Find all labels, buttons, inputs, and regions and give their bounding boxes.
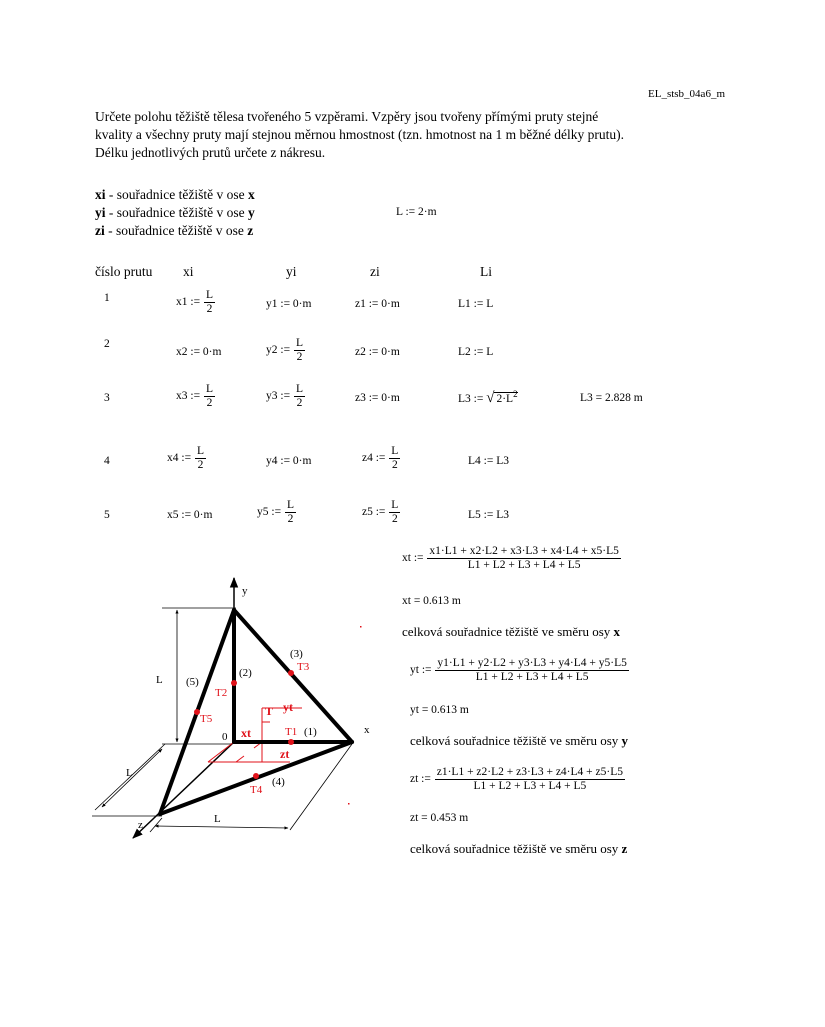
document-id: EL_stsb_04a6_m xyxy=(648,88,725,100)
zt-formula: zt := $\frac{z1\cdot L1 + z2\cdot L2 + z3\cdot L3 + z4\cdot L4 + z5\cdot L5}{L1 + L2 + L3 + L4 + L5}$ xyxy=(410,766,623,792)
definition-xi: xi - souřadnice těžiště v ose x xyxy=(95,187,255,202)
intro-line-3: Délku jednotlivých prutů určete z nákresu. xyxy=(95,145,326,160)
header-xi: xi xyxy=(183,264,194,279)
point-t4 xyxy=(253,773,259,779)
point-label-t1: T1 xyxy=(285,726,298,738)
intro-line-1: Určete polohu těžiště tělesa tvořeného 5 vzpěrami. Vzpěry jsou tvořeny přímými pruty stejné xyxy=(95,109,599,124)
axis-label-y: y xyxy=(242,585,248,597)
axis-label-z: z xyxy=(138,819,143,831)
z3-formula: z3 := 0·m xyxy=(355,392,400,404)
zt-label: zt xyxy=(280,747,290,761)
point-label-t4: T4 xyxy=(250,784,263,796)
z1-formula: z1 := 0·m xyxy=(355,298,400,310)
x5-formula: x5 := 0·m xyxy=(167,509,213,521)
point-label-t5: T5 xyxy=(200,713,213,725)
x2-formula: x2 := 0·m xyxy=(176,346,222,358)
header-li: Li xyxy=(480,264,492,279)
z2-formula: z2 := 0·m xyxy=(355,346,400,358)
row-number: 3 xyxy=(104,392,110,404)
point-t3 xyxy=(288,670,294,676)
bar-label-2: (2) xyxy=(239,667,252,679)
point-label-t2: T2 xyxy=(215,687,228,699)
row-number: 4 xyxy=(104,455,110,467)
intro-line-2: kvality a všechny pruty mají stejnou měrnou hmostnost (tzn. hmotnost na 1 m běžné délky prutu). xyxy=(95,127,625,142)
y3-formula: y3 := $\frac{L}{2}$ xyxy=(266,383,303,409)
y4-formula: y4 := 0·m xyxy=(266,455,312,467)
zt-value: zt = 0.453 m xyxy=(410,812,469,824)
row-number: 2 xyxy=(104,338,110,350)
y5-formula: y5 := $\frac{L}{2}$ xyxy=(257,499,294,525)
definition-zi: zi - souřadnice těžiště v ose z xyxy=(95,223,254,238)
yt-description: celková souřadnice těžiště ve směru osy y xyxy=(410,733,629,748)
yt-value: yt = 0.613 m xyxy=(410,704,469,716)
x1-formula: x1 := $\frac{L}{2}$ xyxy=(176,289,213,315)
zt-description: celková souřadnice těžiště ve směru osy z xyxy=(410,841,628,856)
origin-label: 0 xyxy=(222,731,228,743)
header-bar-number: číslo prutu xyxy=(95,264,153,279)
l3-formula: L3 := √ $2\cdot L^2$ xyxy=(458,389,518,406)
bar-label-3: (3) xyxy=(290,648,303,660)
xt-description: celková souřadnice těžiště ve směru osy x xyxy=(402,624,621,639)
xt-formula: xt := $\frac{x1\cdot L1 + x2\cdot L2 + x3\cdot L3 + x4\cdot L4 + x5\cdot L5}{L1 + L2 + L3 + L4 + L5}$ xyxy=(402,545,619,571)
dim-label-diagonal: L xyxy=(126,767,133,779)
point-t1 xyxy=(288,739,294,745)
dimension-l-bottom xyxy=(155,826,288,828)
axis-label-x: x xyxy=(364,724,370,736)
dim-label-vertical: L xyxy=(156,674,163,686)
l2-formula: L2 := L xyxy=(458,346,494,358)
dim-label-bottom: L xyxy=(214,813,221,825)
length-definition: L := 2·m xyxy=(396,206,437,218)
xt-label: xt xyxy=(241,726,251,740)
y2-formula: y2 := $\frac{L}{2}$ xyxy=(266,337,303,363)
header-yi: yi xyxy=(286,264,297,279)
yt-formula: yt := $\frac{y1\cdot L1 + y2\cdot L2 + y3\cdot L3 + y4\cdot L4 + y5\cdot L5}{L1 + L2 + L3 + L4 + L5}$ xyxy=(410,657,627,683)
xt-value: xt = 0.613 m xyxy=(402,595,461,607)
l3-result: L3 = 2.828 m xyxy=(580,392,643,404)
x4-formula: x4 := $\frac{L}{2}$ xyxy=(167,445,204,471)
bar-label-1: (1) xyxy=(304,726,317,738)
point-t2 xyxy=(231,680,237,686)
z4-formula: z4 := $\frac{L}{2}$ xyxy=(362,445,399,471)
header-zi: zi xyxy=(370,264,380,279)
definition-yi: yi - souřadnice těžiště v ose y xyxy=(95,205,255,220)
bar-label-5: (5) xyxy=(186,676,199,688)
l5-formula: L5 := L3 xyxy=(468,509,509,521)
bar-label-4: (4) xyxy=(272,776,285,788)
z5-formula: z5 := $\frac{L}{2}$ xyxy=(362,499,399,525)
point-label-t3: T3 xyxy=(297,661,310,673)
row-number: 5 xyxy=(104,509,110,521)
yt-label: yt xyxy=(283,700,293,714)
row-number: 1 xyxy=(104,292,110,304)
centroid-label: T xyxy=(265,704,274,718)
y1-formula: y1 := 0·m xyxy=(266,298,312,310)
l4-formula: L4 := L3 xyxy=(468,455,509,467)
x3-formula: x3 := $\frac{L}{2}$ xyxy=(176,383,213,409)
l1-formula: L1 := L xyxy=(458,298,494,310)
